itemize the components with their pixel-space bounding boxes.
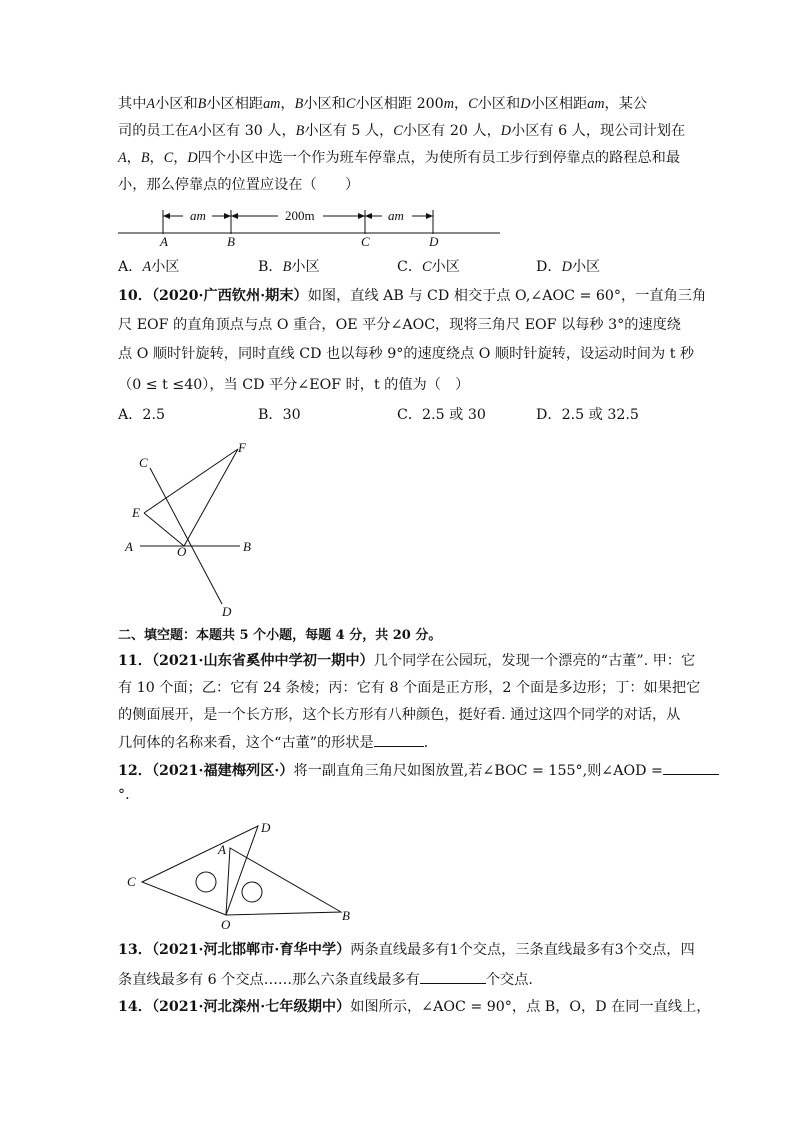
label-c: C (139, 455, 148, 470)
point-label-d: D (429, 234, 439, 249)
q9-option-c[interactable]: C．C小区 (397, 259, 460, 275)
label-b: B (243, 539, 251, 554)
label-o: O (221, 917, 231, 932)
label-o: O (177, 544, 187, 559)
triangle-hole-left (196, 872, 216, 892)
q10-line-1: 10．（2020·广西钦州·期末）如图，直线 AB 与 CD 相交于点 O,∠AOC = 60°，一直角三角 (118, 288, 707, 304)
q12-line-2: °. (118, 787, 130, 803)
q12-line-1: 12．（2021·福建梅列区·）将一副直角三角尺如图放置,若∠BOC = 155°,则∠AOD = (118, 760, 719, 781)
q13-answer-blank[interactable] (420, 969, 486, 984)
segment-label-bc: 200m (285, 208, 315, 223)
point-label-b: B (227, 234, 235, 249)
q10-option-c[interactable]: C．2.5 或 30 (397, 407, 486, 423)
q14-line-1: 14．（2021·河北滦州·七年级期中）如图所示，∠AOC = 90°，点 B，O，D 在同一直线上， (118, 999, 711, 1015)
q13-tag: 13．（2021·河北邯郸市·育华中学） (118, 942, 351, 958)
q11-line-4: 几何体的名称来看，这个“古董”的形状是 . (118, 732, 428, 753)
label-d: D (222, 604, 232, 619)
triangle-hole-right (242, 882, 262, 902)
q11-tag: 11．（2021·山东省奚仲中学初一期中） (118, 653, 374, 669)
segment-label-ab: am (190, 208, 206, 223)
q9-line-4: 小，那么停靠点的位置应设在（ ） (118, 177, 360, 193)
q10-line-3: 点 O 顺时针旋转，同时直线 CD 也以每秒 9°的速度绕点 O 顺时针旋转，设运动时间为 t 秒 (118, 346, 695, 362)
label-a: A (125, 539, 133, 554)
label-c: C (127, 874, 136, 889)
label-b: B (342, 908, 350, 923)
point-label-c: C (361, 234, 370, 249)
label-a: A (218, 842, 226, 857)
q14-tag: 14．（2021·河北滦州·七年级期中） (118, 999, 351, 1015)
q13-line-2: 条直线最多有 6 个交点……那么六条直线最多有 个交点. (118, 969, 533, 990)
q11-line-3: 的侧面展开，是一个长方形，这个长方形有八种颜色，挺好看. 通过这四个同学的对话，从 (118, 707, 681, 723)
q10-line-4: （0 ≤ t ≤40），当 CD 平分∠EOF 时，t 的值为（ ） (118, 377, 470, 393)
q13-line-1: 13．（2021·河北邯郸市·育华中学）两条直线最多有1个交点，三条直线最多有3个交点，四 (118, 942, 695, 958)
q9-line-1: 其中A小区和B小区相距am，B小区和C小区相距 200m，C小区和D小区相距am，某公 (118, 96, 648, 112)
point-label-a: A (160, 234, 168, 249)
q11-line-2: 有 10 个面；乙：它有 24 条棱；丙：它有 8 个面是正方形，2 个面是多边形；丁：如果把它 (118, 680, 701, 696)
q9-line-2: 司的员工在A小区有 30 人，B小区有 5 人，C小区有 20 人，D小区有 6 人，现公司计划在 (118, 123, 686, 139)
q9-option-d[interactable]: D．D小区 (536, 259, 601, 275)
q10-option-a[interactable]: A．2.5 (118, 407, 165, 423)
section-2-heading: 二、填空题：本题共 5 个小题，每题 4 分，共 20 分。 (118, 628, 442, 643)
q10-tag: 10．（2020·广西钦州·期末） (118, 288, 308, 304)
label-f: F (238, 440, 246, 455)
label-d: D (261, 820, 271, 835)
label-e: E (132, 505, 140, 520)
q12-tag: 12．（2021·福建梅列区·） (118, 763, 294, 779)
q9-option-a[interactable]: A．A小区 (118, 259, 180, 275)
segment-label-cd: am (388, 208, 404, 223)
q10-option-d[interactable]: D．2.5 或 32.5 (536, 407, 639, 423)
q10-line-2: 尺 EOF 的直角顶点与点 O 重合，OE 平分∠AOC，现将三角尺 EOF 以每秒 3°的速度绕 (118, 317, 681, 333)
q11-line-1: 11．（2021·山东省奚仲中学初一期中）几个同学在公园玩，发现一个漂亮的“古董”. 甲：它 (118, 653, 696, 669)
q9-line-3: A，B，C，D四个小区中选一个作为班车停靠点，为使所有员工步行到停靠点的路程总和最 (118, 150, 681, 166)
q9-option-b[interactable]: B．B小区 (258, 259, 320, 275)
q10-option-b[interactable]: B．30 (258, 407, 301, 423)
